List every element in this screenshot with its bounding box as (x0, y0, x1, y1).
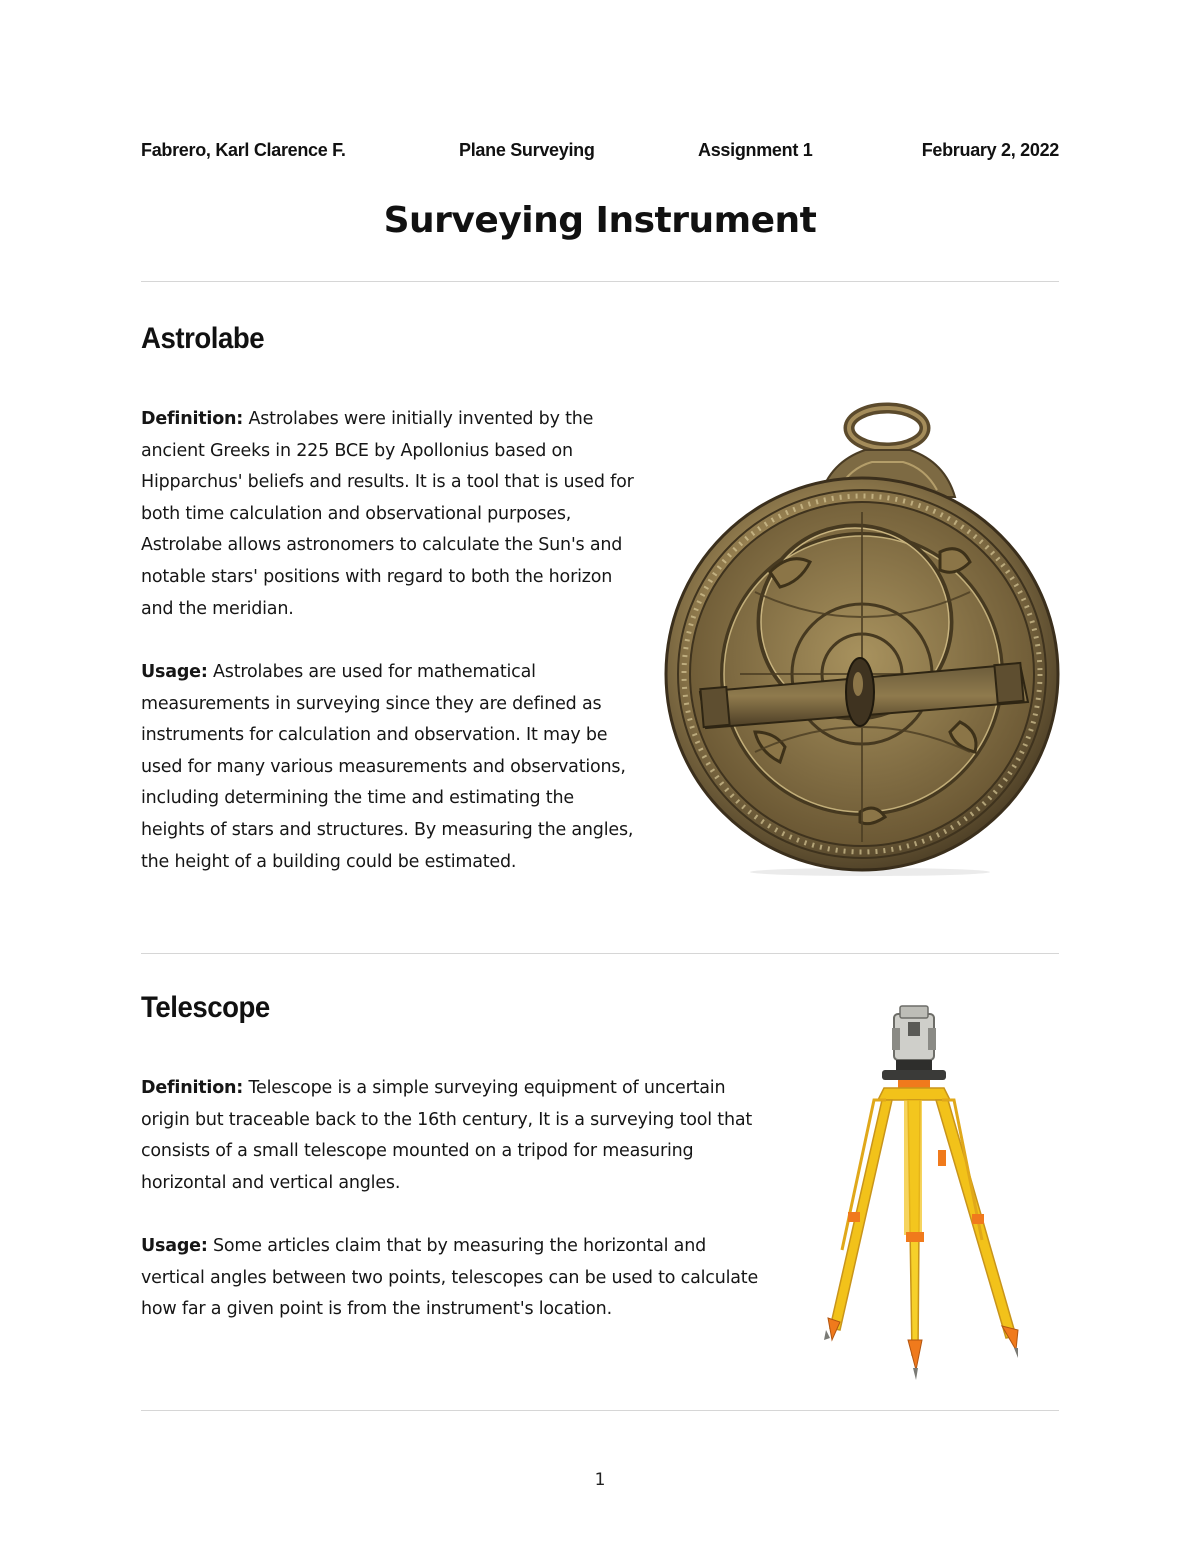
definition-label: Definition: (141, 409, 244, 429)
telescope-definition (141, 1073, 763, 1199)
definition-text: Astrolabes were initially invented by the ancient Greeks in 225 BCE by Apollonius based on Hipparchus' beliefs and results. It is a tool that is used for both time calculation and observational purposes, Astrolabe allows astronomers to calculate the Sun's and notable stars' positions with regard to both the horizon and the meridian. (141, 409, 634, 619)
date: February 2, 2022 (921, 140, 1059, 160)
astrolabe-definition (141, 404, 646, 625)
usage-text: Astrolabes are used for mathematical measurements in surveying since they are defined as instruments for calculation and observation. It may be used for many various measurements and observations, including determining the time and estimating the heights of stars and structures. By measuring the angles, the height of a building could be estimated. (141, 662, 634, 872)
page-header (141, 140, 1059, 166)
astrolabe-usage (141, 657, 641, 878)
assignment-label: Assignment 1 (698, 140, 813, 160)
divider (141, 953, 1059, 954)
course-name: Plane Surveying (459, 140, 595, 160)
definition-text: Telescope is a simple surveying equipment of uncertain origin but traceable back to the 16th century, It is a surveying tool that consists of a small telescope mounted on a tripod for measuring horizontal and vertical angles. (141, 1078, 753, 1193)
document-title: Surveying Instrument (383, 200, 817, 241)
page-number: 1 (594, 1470, 606, 1490)
author-name: Fabrero, Karl Clarence F. (141, 140, 346, 160)
usage-text: Some articles claim that by measuring the horizontal and vertical angles between two points, telescopes can be used to calculate how far a given point is from the instrument's location. (141, 1236, 759, 1320)
usage-label: Usage: (141, 1236, 208, 1256)
astrolabe-heading: Astrolabe (141, 322, 265, 355)
divider (141, 281, 1059, 282)
telescope-usage (141, 1231, 763, 1326)
definition-label: Definition: (141, 1078, 244, 1098)
astrolabe-image (660, 402, 1064, 876)
tripod-telescope-image (812, 1000, 1032, 1385)
divider (141, 1410, 1059, 1411)
usage-label: Usage: (141, 662, 208, 682)
telescope-heading: Telescope (141, 991, 270, 1024)
